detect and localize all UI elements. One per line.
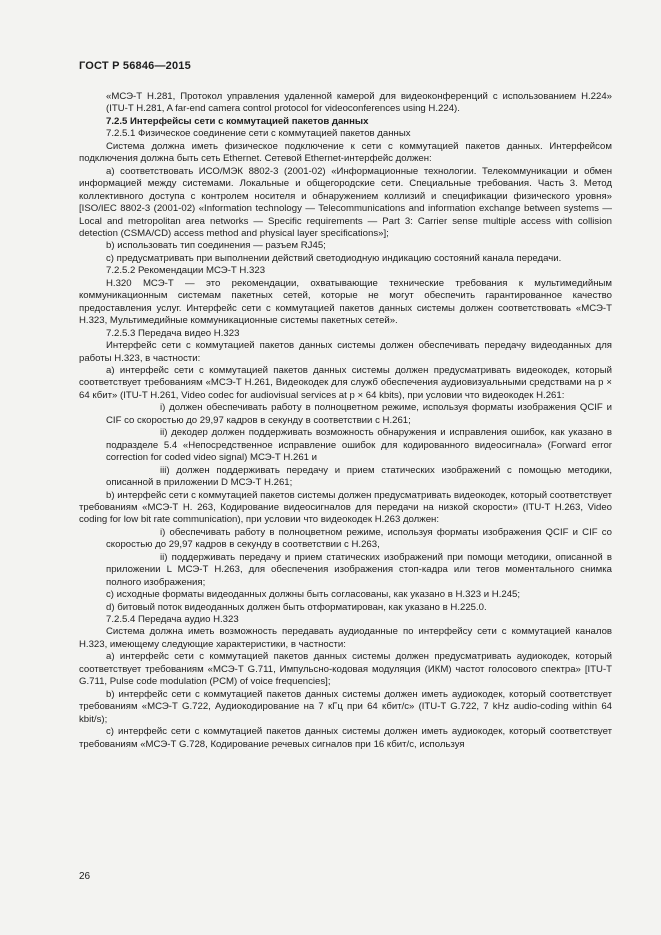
paragraph: a) интерфейс сети с коммутацией пакетов данных системы должен предусматривать видеокодек, который соответствует требованиям «МСЭ-Т H.261, Видеокодек для служб обеспечения аудиовизуальными средствами на p × 64 кбит» (ITU-T H.261, Video codec for audiovisual services at p × 64 kbits), при условии что видеокодек H.261: — [79, 364, 612, 401]
page-number: 26 — [79, 871, 91, 882]
paragraph: ii) декодер должен поддерживать возможность обнаружения и исправления ошибок, как указано в подразделе 5.4 «Непосредственное исправление ошибок для кодированного видеосигнала» (Forward error correction for coded video signal) МСЭ-Т H.261 и — [106, 427, 612, 464]
paragraph: b) интерфейс сети с коммутацией пакетов данных системы должен иметь аудиокодек, который соответствует требованиям «МСЭ-Т G.722, Аудиокодирование на 7 кГц при 64 кбит/с» (ITU-T G.722, 7 kHz audio-coding within 64 kbit/s); — [79, 688, 612, 725]
paragraph: iii) должен поддерживать передачу и прием статических изображений с помощью методики, описанной в приложении D МСЭ-Т H.261; — [106, 464, 612, 489]
paragraph: 7.2.5 Интерфейсы сети с коммутацией пакетов данных — [106, 115, 369, 127]
paragraph: 7.2.5.4 Передача аудио H.323 — [106, 614, 239, 626]
paragraph: c) исходные форматы видеоданных должны быть согласованы, как указано в H.323 и H.245; — [106, 589, 521, 601]
paragraph: b) использовать тип соединения — разъем RJ45; — [106, 240, 326, 252]
document-body — [79, 91, 612, 751]
paragraph: 7.2.5.1 Физическое соединение сети с коммутацией пакетов данных — [106, 128, 411, 140]
paragraph: c) интерфейс сети с коммутацией пакетов данных системы должен иметь аудиокодек, который соответствует требованиям «МСЭ-Т G.728, Кодирование речевых сигналов при 16 кбит/с, используя — [79, 726, 612, 750]
document-header: ГОСТ Р 56846—2015 — [79, 60, 191, 72]
paragraph: ii) поддерживать передачу и прием статических изображений при помощи методики, описанной в приложении L МСЭ-Т H.263, для обеспечения изображения стоп-кадра или тегов моментального снимка полного изображения; — [106, 551, 612, 588]
paragraph: H.320 МСЭ-Т — это рекомендации, охватывающие технические требования к мультимедийным коммуникационным системам пакетных сетей, которые не могут обеспечить гарантированное качество предоставления услуг. Интерфейс сети с коммутацией пакетов данных системы должен соответствовать «МСЭ-Т H.323, Мультимедийные коммуникационные системы пакетных сетей». — [79, 277, 612, 327]
paragraph: Система должна иметь возможность передавать аудиоданные по интерфейсу сети с коммутацией каналов H.323, имеющему следующие характеристики, в частности: — [79, 626, 612, 650]
paragraph: i) обеспечивать работу в полноцветном режиме, используя форматы изображения QCIF и CIF со скоростью до 29,97 кадров в секунду в соответствии с H.263, — [106, 526, 612, 551]
paragraph: 7.2.5.2 Рекомендации МСЭ-Т H.323 — [106, 265, 266, 277]
paragraph: 7.2.5.3 Передача видео H.323 — [106, 327, 240, 339]
paragraph: «МСЭ-Т H.281, Протокол управления удаленной камерой для видеоконференций с использованием H.224» (ITU-T H.281, A far-end camera control protocol for videoconferences using H.224). — [106, 91, 612, 115]
paragraph: b) интерфейс сети с коммутацией пакетов системы должен предусматривать видеокодек, который соответствует требованиям «МСЭ-Т H. 263, Кодирование видеосигналов для передачи на низкой скорости» (ITU-T H.263, Video coding for low bit rate communication), при условии что видеокодек H.263 должен: — [79, 489, 613, 526]
paragraph: Интерфейс сети с коммутацией пакетов данных системы должен обеспечивать передачу видеоданных для работы H.323, в частности: — [79, 340, 612, 364]
paragraph: a) соответствовать ИСО/МЭК 8802-3 (2001-02) «Информационные технологии. Телекоммуникации и обмен информацией между системами. Локальные и общегородские сети. Специальные требования. Часть 3. Метод коллективного доступа с контролем носителя и обнаружением коллизий и спецификации физического уровня» [ISO/IEC 8802-3 (2001-02) «Information technology — Telecommunications and information exchange between systems — Local and metropolitan area networks — Specific requirements — Part 3: Carrier sense multiple access with collision detection (CSMA/CD) access method and physical layer specifications»]; — [79, 165, 612, 239]
paragraph: a) интерфейс сети с коммутацией пакетов данных системы должен предусматривать аудиокодек, который соответствует требованиям «МСЭ-Т G.711, Импульсно-кодовая модуляция (ИКМ) частот голосового спектра» [ITU-T G.711, Pulse code modulation (PCM) of voice frequencies]; — [79, 651, 612, 688]
paragraph: c) предусматривать при выполнении действий светодиодную индикацию состояний канала передачи. — [106, 252, 562, 264]
paragraph: d) битовый поток видеоданных должен быть отформатирован, как указано в H.225.0. — [106, 601, 487, 613]
paragraph: i) должен обеспечивать работу в полноцветном режиме, используя форматы изображения QCIF и CIF со скоростью до 29,97 кадров в секунду в соответствии с H.261; — [106, 402, 612, 426]
paragraph: Система должна иметь физическое подключение к сети с коммутацией пакетов данных. Интерфейсом подключения должна быть сеть Ethernet. Сетевой Ethernet-интерфейс должен: — [79, 140, 612, 165]
